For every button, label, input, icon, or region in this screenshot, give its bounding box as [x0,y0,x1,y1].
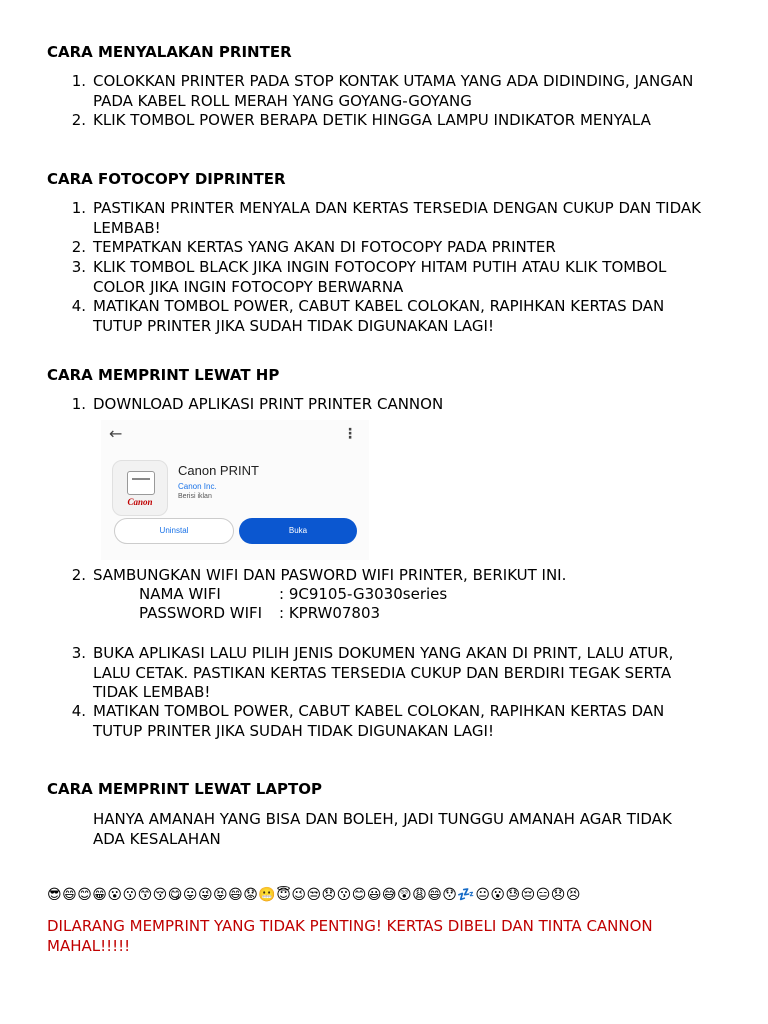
wifi-name-row [139,585,447,605]
printer-icon [127,471,155,495]
app-name: Canon PRINT [178,463,259,478]
list-text: MATIKAN TOMBOL POWER, CABUT KABEL COLOKAN, RAPIHKAN KERTAS DAN TUTUP PRINTER JIKA SUDAH TIDAK DIGUNAKAN LAGI! [93,702,665,740]
list-number: 3. [71,258,86,276]
wifi-name-value: : 9C9105-G3030series [279,585,448,603]
list-number: 4. [71,297,86,315]
list-text: MATIKAN TOMBOL POWER, CABUT KABEL COLOKAN, RAPIHKAN KERTAS DAN TUTUP PRINTER JIKA SUDAH TIDAK DIGUNAKAN LAGI! [93,297,665,335]
list-number: 1. [71,72,86,90]
list-number: 2. [71,238,86,256]
list-number: 1. [71,199,86,217]
list-text: SAMBUNGKAN WIFI DAN PASWORD WIFI PRINTER, BERIKUT INI. [93,566,567,584]
app-ads-note: Berisi iklan [178,493,212,500]
heading-menyalakan: CARA MENYALAKAN PRINTER [47,43,292,61]
more-vert-icon[interactable]: ⋮ [343,426,357,442]
list-text: BUKA APLIKASI LALU PILIH JENIS DOKUMEN YANG AKAN DI PRINT, LALU ATUR, LALU CETAK. PASTIKAN KERTAS TERSEDIA CUKUP DAN BERDIRI TEGAK SERTA TIDAK LEMBAB! [93,644,674,701]
warning-text: DILARANG MEMPRINT YANG TIDAK PENTING! KERTAS DIBELI DAN TINTA CANNON MAHAL!!!!! [47,917,653,955]
emoji-line: 😎😄😊😁😮😗😙😚😋😛😜😝😄😟😬😇😉😒😞😗😊😃😅😲😩😄😯💤😐😮😓😔😑😞😣 [47,887,581,903]
list-text: TEMPATKAN KERTAS YANG AKAN DI FOTOCOPY PADA PRINTER [93,238,556,256]
list-text: PASTIKAN PRINTER MENYALA DAN KERTAS TERSEDIA DENGAN CUKUP DAN TIDAK LEMBAB! [93,199,701,237]
canon-logo: Canon [127,497,153,507]
heading-hp: CARA MEMPRINT LEWAT HP [47,366,280,384]
list-number: 3. [71,644,86,662]
list-text: DOWNLOAD APLIKASI PRINT PRINTER CANNON [93,395,444,413]
open-button[interactable]: Buka [239,518,357,544]
canon-print-app-card [101,420,369,560]
wifi-password-row [139,604,380,624]
list-number: 2. [71,111,86,129]
heading-laptop: CARA MEMPRINT LEWAT LAPTOP [47,780,322,798]
wifi-password-value: : KPRW07803 [279,604,381,622]
arrow-left-icon[interactable]: ← [109,424,123,443]
list-text: COLOKKAN PRINTER PADA STOP KONTAK UTAMA YANG ADA DIDINDING, JANGAN PADA KABEL ROLL MERAH YANG GOYANG-GOYANG [93,72,694,110]
app-publisher[interactable]: Canon Inc. [178,482,217,491]
wifi-name-label: NAMA WIFI [139,585,221,603]
wifi-password-label: PASSWORD WIFI [139,604,263,622]
list-number: 4. [71,702,86,720]
uninstall-button[interactable]: Uninstal [114,518,234,544]
list-text: KLIK TOMBOL BLACK JIKA INGIN FOTOCOPY HITAM PUTIH ATAU KLIK TOMBOL COLOR JIKA INGIN FOTOCOPY BERWARNA [93,258,667,296]
list-number: 2. [71,566,86,584]
list-number: 1. [71,395,86,413]
canon-app-icon [112,460,168,516]
heading-fotocopy: CARA FOTOCOPY DIPRINTER [47,170,286,188]
list-text: KLIK TOMBOL POWER BERAPA DETIK HINGGA LAMPU INDIKATOR MENYALA [93,111,651,129]
laptop-note: HANYA AMANAH YANG BISA DAN BOLEH, JADI TUNGGU AMANAH AGAR TIDAK ADA KESALAHAN [93,810,672,848]
